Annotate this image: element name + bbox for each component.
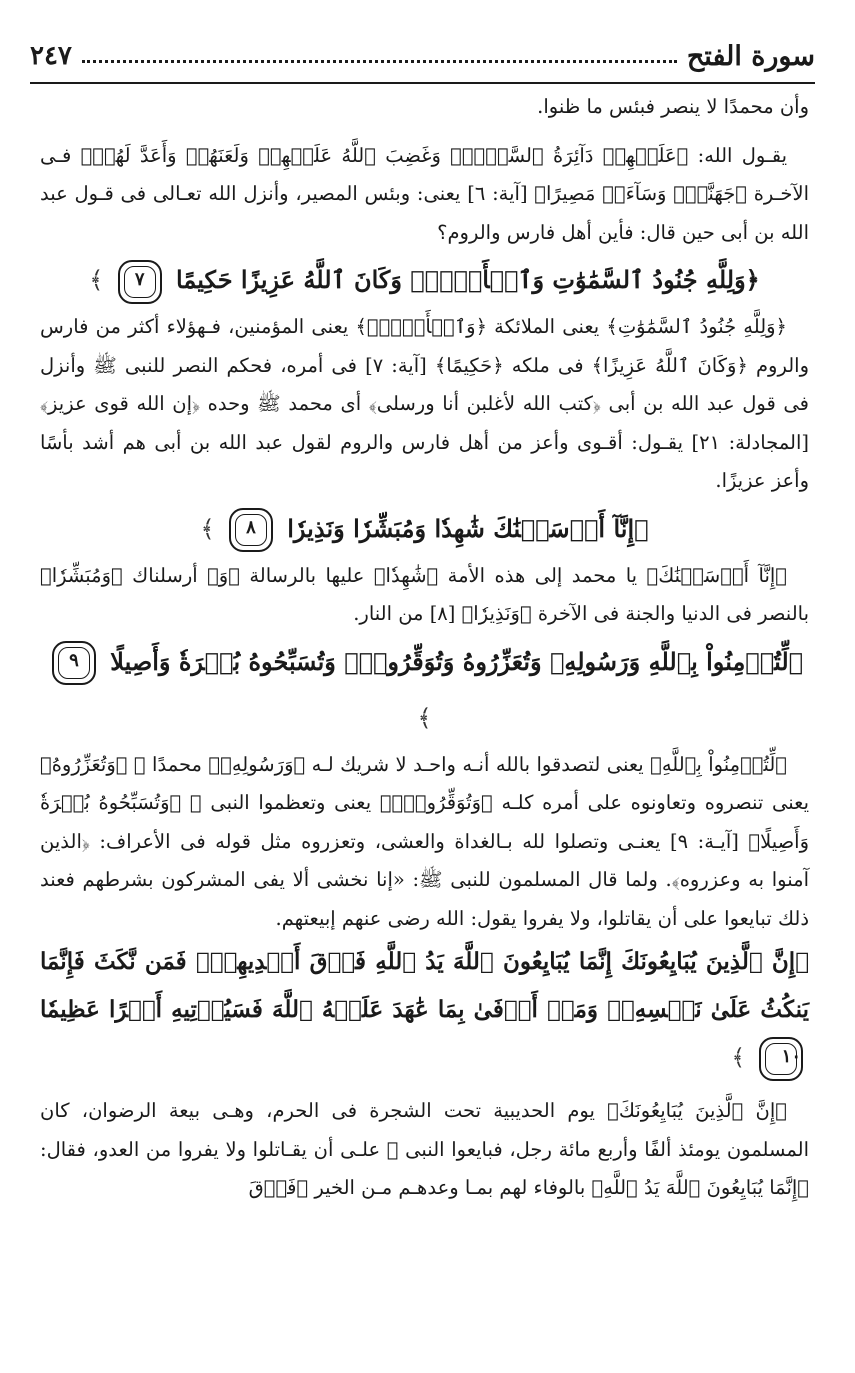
header-dot-leader [82, 58, 677, 63]
verse-close-bracket: ﴾ [89, 266, 104, 294]
ayah-number: ٩ [69, 650, 79, 671]
ayah-number-marker [759, 1037, 803, 1081]
paragraph-5: ﴿لِّتُؤۡمِنُواْ بِٱللَّهِ﴾ يعنى لتصدقوا بالله أنـه واحـد لا شريك لـه ﴿وَرَسُولِهِۦ﴾ محمدًا ﷺ ﴿وَتُعَزِّرُوهُ﴾ يعنى تنصروه وتعاونوه على أمره كلـه ﴿وَتُوَقِّرُوهُۚ﴾ يعنى وتعظموا النبى ﷺ ﴿وَتُسَبِّحُوهُ بُكۡرَةٗ وَأَصِيلًا﴾ [آيـة: ٩] يعنـى وتصلوا لله بـالغداة والعشى، وتعزروه مثل قوله فى الأعراف: ﴿الذين آمنوا به وعزروه﴾. ولما قال المسلمون للنبى ﷺ: «إنا نخشى ألا يفى المشركون بشرطهم فعند ذلك تبايعوا على أن يقاتلوا، ولا يفروا يقول: الله رضى عنهم إبيعتهم. [40, 752, 810, 930]
paragraph-6: ﴿إِنَّ ٱلَّذِينَ يُبَايِعُونَكَ﴾ يوم الحديبية تحت الشجرة فى الحرم، وهـى بيعة الرضوان، كان المسلمون يومئذ ألفًا وأربع مائة رجل، فبايعوا النبى ﷺ علـى أن يقـاتلوا ولا يفروا من العدو، فقال: ﴿إِنَّمَا يُبَايِعُونَ ٱللَّهَ يَدُ ٱللَّهِ﴾ بالوفاء لهم بمـا وعدهـم مـن الخير ﴿فَوۡقَ [40, 1099, 809, 1199]
ayah-number-marker [52, 641, 96, 685]
verse-10-text: ﴿إِنَّ ٱلَّذِينَ يُبَايِعُونَكَ إِنَّمَا يُبَايِعُونَ ٱللَّهَ يَدُ ٱللَّهِ فَوۡقَ أَيۡدِيهِمۡۚ فَمَن نَّكَثَ فَإِنَّمَا يَنكُثُ عَلَىٰ نَفۡسِهِۦۖ وَمَنۡ أَوۡفَىٰ بِمَا عَٰهَدَ عَلَيۡهُ ٱللَّهَ فَسَيُؤۡتِيهِ أَجۡرًا عَظِيمٗا [40, 948, 809, 1023]
verse-close-bracket: ﴾ [731, 1045, 745, 1071]
page-number: ٢٤٧ [30, 41, 72, 71]
sura-title: سورة الفتح [686, 40, 815, 72]
ayah-number-marker [229, 508, 273, 552]
verse-close-bracket: ﴾ [200, 514, 215, 543]
paragraph-1: وأن محمدًا لا ينصر فبئس ما ظنوا. [537, 95, 809, 118]
ayah-number: ٧ [134, 268, 145, 290]
verse-9-text: ﴿لِّتُؤۡمِنُواْ بِٱللَّهِ وَرَسُولِهِۦ وَتُعَزِّرُوهُ وَتُوَقِّرُوهُۚ وَتُسَبِّحُوهُ بُكۡرَةٗ وَأَصِيلًا [110, 646, 804, 676]
verse-8-text: ﴿إِنَّآ أَرۡسَلۡنَٰكَ شَٰهِدٗا وَمُبَشِّرٗا وَنَذِيرٗا [287, 513, 649, 543]
verse-8 [40, 501, 809, 557]
running-header [30, 34, 815, 78]
paragraph-2: يقـول الله: ﴿عَلَيۡهِمۡ دَآئِرَةُ ٱلسَّوۡءِۖ وَغَضِبَ ٱللَّهُ عَلَيۡهِمۡ وَلَعَنَهُمۡ وَأَعَدَّ لَهُمۡ﴾ فـى الآخـرة ﴿جَهَنَّمَۖ وَسَآءَتۡ مَصِيرًا﴾ [آية: ٦] يعنى: وبئس المصير، وأنزل الله تعـالى فى قـول عبد الله بن أبى حين قال: فأين أهل فارس والروم؟ [40, 143, 809, 244]
ayah-number: ١٠ [781, 1046, 801, 1067]
ayah-number: ٨ [246, 517, 256, 538]
verse-7-text: ﴿وَلِلَّهِ جُنُودُ ٱلسَّمَٰوَٰتِ وَٱلۡأَرۡضِۚ وَكَانَ ٱللَّهُ عَزِيزًا حَكِيمًا [176, 265, 760, 294]
verse-10 [40, 938, 809, 1082]
verse-9 [40, 634, 809, 746]
verse-7 [40, 252, 809, 308]
ayah-number-marker [118, 260, 162, 304]
verse-close-bracket: ﴾ [417, 703, 432, 732]
header-rule [30, 82, 815, 84]
paragraph-3: ﴿وَلِلَّهِ جُنُودُ ٱلسَّمَٰوَٰتِ﴾ يعنى الملائكة ﴿وَٱلۡأَرۡضِۚ﴾ يعنى المؤمنين، فـهؤلاء أكثر من فارس والروم ﴿وَكَانَ ٱللَّهُ عَزِيزًا﴾ فى ملكه ﴿حَكِيمًا﴾ [آية: ٧] فى أمره، فحكم النصر للنبى ﷺ وأنزل فى قول عبد الله بن أبى ﴿كتب الله لأغلبن أنا ورسلى﴾ أى محمد ﷺ وحده ﴿إن الله قوى عزيز﴾ [المجادلة: ٢١] يقـول: أقـوى وأعز من أهل فارس والروم لقول عبد الله بن أبى هم أشد بأسًا وأعز عزيزًا. [40, 315, 810, 492]
page-body [40, 88, 809, 1208]
paragraph-4: ﴿إِنَّآ أَرۡسَلۡنَٰكَ﴾ يا محمد إلى هذه الأمة ﴿شَٰهِدٗا﴾ عليها بالرسالة ﴿وَ﴾ أرسلناك ﴿وَمُبَشِّرٗا﴾ بالنصر فى الدنيا والجنة فى الآخرة ﴿وَنَذِيرٗا﴾ [٨] من النار. [40, 563, 809, 625]
